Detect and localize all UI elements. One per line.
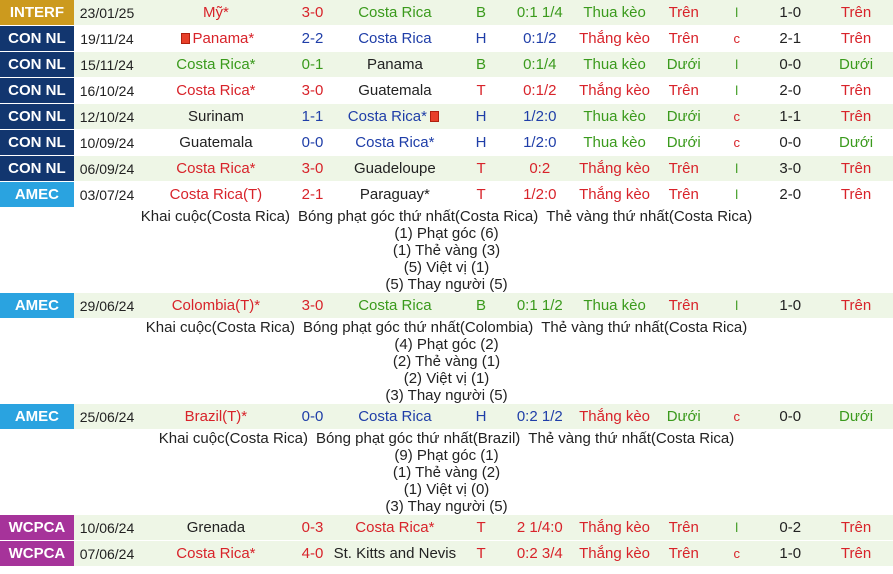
match-row[interactable] [0, 404, 893, 430]
detail-stat-line: (2) Việt vị (1) [403, 370, 490, 387]
half-over-under: Dưới [819, 404, 893, 429]
match-date: 12/10/24 [74, 104, 140, 129]
match-date: 10/09/24 [74, 130, 140, 155]
home-team-name[interactable]: Surinam [187, 108, 244, 125]
match-date: 15/11/24 [74, 52, 140, 77]
match-row[interactable] [0, 52, 893, 78]
home-team[interactable] [140, 541, 292, 566]
away-team[interactable] [333, 541, 456, 566]
match-detail-panel [0, 430, 893, 515]
match-score[interactable]: 3-0 [292, 78, 334, 103]
home-team[interactable] [140, 293, 292, 318]
half-over-under: Trên [819, 541, 893, 566]
half-time-score: 2-0 [761, 182, 819, 207]
match-date: 06/09/24 [74, 156, 140, 181]
match-date: 23/01/25 [74, 0, 140, 25]
red-card-icon [430, 111, 439, 122]
half-over-under: Trên [819, 78, 893, 103]
competition-badge[interactable]: AMEC [0, 293, 74, 318]
half-time-score: 1-0 [761, 293, 819, 318]
competition-badge[interactable]: CON NL [0, 52, 74, 77]
detail-stat-line: (3) Thay người (5) [385, 387, 508, 404]
home-team-name[interactable]: Costa Rica* [176, 160, 256, 177]
handicap-result: Thua kèo [574, 104, 655, 129]
away-team[interactable] [333, 130, 456, 155]
competition-badge[interactable]: CON NL [0, 156, 74, 181]
handicap-result: Thắng kèo [574, 515, 655, 540]
handicap: 0:2 3/4 [506, 541, 574, 566]
competition-badge[interactable]: CON NL [0, 78, 74, 103]
away-team[interactable] [333, 404, 456, 429]
match-detail-panel [0, 319, 893, 404]
half-time-score: 0-2 [761, 515, 819, 540]
away-team[interactable] [333, 182, 456, 207]
result-letter: H [456, 104, 505, 129]
half-over-under: Dưới [819, 130, 893, 155]
detail-stat-line: (9) Phạt góc (1) [394, 447, 499, 464]
home-team-name[interactable]: Costa Rica* [176, 545, 256, 562]
away-team[interactable] [333, 293, 456, 318]
odd-even: l [712, 0, 761, 25]
odd-even: c [712, 130, 761, 155]
away-team[interactable] [333, 104, 456, 129]
match-score[interactable]: 0-0 [292, 404, 334, 429]
handicap: 1/2:0 [506, 104, 574, 129]
match-date: 25/06/24 [74, 404, 140, 429]
odd-even: c [712, 26, 761, 51]
red-card-icon [181, 33, 190, 44]
match-date: 16/10/24 [74, 78, 140, 103]
over-under: Trên [655, 182, 712, 207]
away-team-name[interactable]: Paraguay* [359, 186, 430, 203]
home-team-name[interactable]: Costa Rica(T) [169, 186, 263, 203]
detail-stat-line: (1) Thẻ vàng (2) [392, 464, 501, 481]
home-team[interactable] [140, 0, 292, 25]
odd-even: l [712, 52, 761, 77]
match-score[interactable]: 1-1 [292, 104, 334, 129]
match-row[interactable] [0, 515, 893, 541]
home-team[interactable] [140, 26, 292, 51]
over-under: Trên [655, 156, 712, 181]
handicap: 2 1/4:0 [506, 515, 574, 540]
away-team[interactable] [333, 78, 456, 103]
odd-even: l [712, 78, 761, 103]
match-date: 07/06/24 [74, 541, 140, 566]
match-date: 03/07/24 [74, 182, 140, 207]
home-team-name[interactable]: Grenada [186, 519, 246, 536]
handicap: 0:1/2 [506, 26, 574, 51]
detail-stat-line: (1) Thẻ vàng (3) [392, 242, 501, 259]
match-row[interactable] [0, 293, 893, 319]
away-team-name[interactable]: Costa Rica* [347, 108, 427, 125]
detail-stat-line: (5) Thay người (5) [385, 276, 508, 293]
half-time-score: 3-0 [761, 156, 819, 181]
half-over-under: Trên [819, 293, 893, 318]
over-under: Trên [655, 26, 712, 51]
away-team[interactable] [333, 515, 456, 540]
result-letter: T [456, 156, 505, 181]
detail-header [0, 430, 893, 447]
detail-header-item: Bóng phạt góc thứ nhất(Colombia) [303, 319, 534, 336]
result-letter: H [456, 404, 505, 429]
match-score[interactable]: 3-0 [292, 293, 334, 318]
detail-stat-line: (5) Việt vị (1) [403, 259, 490, 276]
competition-badge[interactable]: WCPCA [0, 541, 74, 566]
half-over-under: Trên [819, 0, 893, 25]
detail-stat-line: (1) Phạt góc (6) [394, 225, 499, 242]
away-team[interactable] [333, 26, 456, 51]
away-team-name[interactable]: Guatemala [358, 82, 432, 99]
home-team[interactable] [140, 515, 292, 540]
detail-header-item: Thẻ vàng thứ nhất(Costa Rica) [528, 430, 735, 447]
competition-badge[interactable]: AMEC [0, 404, 74, 429]
over-under: Dưới [655, 52, 712, 77]
result-letter: T [456, 182, 505, 207]
half-over-under: Trên [819, 104, 893, 129]
match-row[interactable] [0, 26, 893, 52]
over-under: Trên [655, 541, 712, 566]
over-under: Trên [655, 293, 712, 318]
half-time-score: 0-0 [761, 52, 819, 77]
odd-even: c [712, 541, 761, 566]
odd-even: l [712, 182, 761, 207]
detail-header-item: Bóng phạt góc thứ nhất(Costa Rica) [298, 208, 539, 225]
detail-stat-line: (1) Việt vị (0) [403, 481, 490, 498]
match-row[interactable] [0, 182, 893, 208]
home-team[interactable] [140, 130, 292, 155]
detail-header-item: Khai cuộc(Costa Rica) [158, 430, 308, 447]
result-letter: T [456, 541, 505, 566]
match-score[interactable]: 3-0 [292, 156, 334, 181]
over-under: Dưới [655, 404, 712, 429]
handicap-result: Thua kèo [574, 130, 655, 155]
match-date: 29/06/24 [74, 293, 140, 318]
over-under: Dưới [655, 130, 712, 155]
over-under: Dưới [655, 104, 712, 129]
competition-badge[interactable]: CON NL [0, 26, 74, 51]
odd-even: l [712, 515, 761, 540]
match-row[interactable] [0, 156, 893, 182]
competition-badge[interactable]: CON NL [0, 104, 74, 129]
match-detail-panel [0, 208, 893, 293]
odd-even: l [712, 293, 761, 318]
detail-stat-line: (4) Phạt góc (2) [394, 336, 499, 353]
match-row[interactable] [0, 104, 893, 130]
detail-stat-line: (2) Thẻ vàng (1) [392, 353, 501, 370]
home-team[interactable] [140, 156, 292, 181]
over-under: Trên [655, 0, 712, 25]
away-team[interactable] [333, 156, 456, 181]
result-letter: B [456, 293, 505, 318]
home-team[interactable] [140, 404, 292, 429]
detail-header-item: Khai cuộc(Costa Rica) [140, 208, 291, 225]
over-under: Trên [655, 78, 712, 103]
over-under: Trên [655, 515, 712, 540]
odd-even: l [712, 156, 761, 181]
handicap: 0:1/2 [506, 78, 574, 103]
home-team[interactable] [140, 78, 292, 103]
handicap-result: Thắng kèo [574, 182, 655, 207]
match-score[interactable]: 2-1 [292, 182, 334, 207]
half-time-score: 0-0 [761, 404, 819, 429]
odd-even: c [712, 104, 761, 129]
handicap: 1/2:0 [506, 130, 574, 155]
competition-badge[interactable]: AMEC [0, 182, 74, 207]
half-over-under: Trên [819, 26, 893, 51]
handicap: 0:1 1/2 [506, 293, 574, 318]
competition-badge[interactable]: INTERF [0, 0, 74, 25]
result-letter: H [456, 130, 505, 155]
result-letter: T [456, 78, 505, 103]
away-team-name[interactable]: Costa Rica* [355, 519, 435, 536]
away-team[interactable] [333, 0, 456, 25]
match-score[interactable]: 0-3 [292, 515, 334, 540]
match-row[interactable] [0, 541, 893, 567]
handicap: 0:2 [506, 156, 574, 181]
home-team[interactable] [140, 182, 292, 207]
home-team-name[interactable]: Brazil(T)* [184, 408, 248, 425]
detail-header-item: Khai cuộc(Costa Rica) [145, 319, 296, 336]
handicap: 0:1 1/4 [506, 0, 574, 25]
half-time-score: 0-0 [761, 130, 819, 155]
match-date: 10/06/24 [74, 515, 140, 540]
away-team-name[interactable]: Costa Rica* [355, 134, 435, 151]
home-team[interactable] [140, 104, 292, 129]
handicap-result: Thua kèo [574, 293, 655, 318]
competition-badge[interactable]: CON NL [0, 130, 74, 155]
match-score[interactable]: 3-0 [292, 0, 334, 25]
away-team[interactable] [333, 52, 456, 77]
handicap-result: Thắng kèo [574, 78, 655, 103]
handicap: 0:2 1/2 [506, 404, 574, 429]
home-team[interactable] [140, 52, 292, 77]
detail-header-item: Bóng phạt góc thứ nhất(Brazil) [315, 430, 521, 447]
away-team-name[interactable]: Guadeloupe [354, 160, 436, 177]
handicap-result: Thua kèo [574, 52, 655, 77]
detail-header-item: Thẻ vàng thứ nhất(Costa Rica) [541, 319, 748, 336]
home-team-name[interactable]: Colombia(T)* [171, 297, 261, 314]
match-row[interactable] [0, 0, 893, 26]
detail-header [0, 208, 893, 225]
home-team-name[interactable]: Guatemala [179, 134, 253, 151]
away-team-name[interactable]: Costa Rica [358, 4, 432, 21]
match-date: 19/11/24 [74, 26, 140, 51]
match-row[interactable] [0, 78, 893, 104]
match-score[interactable]: 2-2 [292, 26, 334, 51]
match-row[interactable] [0, 130, 893, 156]
handicap: 0:1/4 [506, 52, 574, 77]
result-letter: H [456, 26, 505, 51]
half-time-score: 2-0 [761, 78, 819, 103]
home-team-name[interactable]: Costa Rica* [176, 56, 256, 73]
handicap-result: Thắng kèo [574, 156, 655, 181]
detail-stat-line: (3) Thay người (5) [385, 498, 508, 515]
half-time-score: 1-1 [761, 104, 819, 129]
home-team-name[interactable]: Panama* [192, 30, 255, 47]
match-score[interactable]: 4-0 [292, 541, 334, 566]
match-score[interactable]: 0-1 [292, 52, 334, 77]
result-letter: T [456, 515, 505, 540]
competition-badge[interactable]: WCPCA [0, 515, 74, 540]
home-team-name[interactable]: Mỹ* [202, 4, 229, 21]
handicap-result: Thắng kèo [574, 26, 655, 51]
away-team-name[interactable]: St. Kitts and Nevis [333, 545, 457, 562]
result-letter: B [456, 52, 505, 77]
away-team-name[interactable]: Panama [366, 56, 423, 73]
handicap-result: Thua kèo [574, 0, 655, 25]
half-over-under: Trên [819, 156, 893, 181]
handicap-result: Thắng kèo [574, 541, 655, 566]
handicap: 1/2:0 [506, 182, 574, 207]
away-team-name[interactable]: Costa Rica [358, 408, 432, 425]
detail-header-item: Thẻ vàng thứ nhất(Costa Rica) [546, 208, 753, 225]
match-score[interactable]: 0-0 [292, 130, 334, 155]
home-team-name[interactable]: Costa Rica* [176, 82, 256, 99]
odd-even: c [712, 404, 761, 429]
result-letter: B [456, 0, 505, 25]
half-over-under: Dưới [819, 52, 893, 77]
detail-header [0, 319, 893, 336]
half-time-score: 1-0 [761, 0, 819, 25]
handicap-result: Thắng kèo [574, 404, 655, 429]
away-team-name[interactable]: Costa Rica [358, 30, 432, 47]
away-team-name[interactable]: Costa Rica [358, 297, 432, 314]
half-over-under: Trên [819, 182, 893, 207]
half-time-score: 2-1 [761, 26, 819, 51]
half-over-under: Trên [819, 515, 893, 540]
half-time-score: 1-0 [761, 541, 819, 566]
